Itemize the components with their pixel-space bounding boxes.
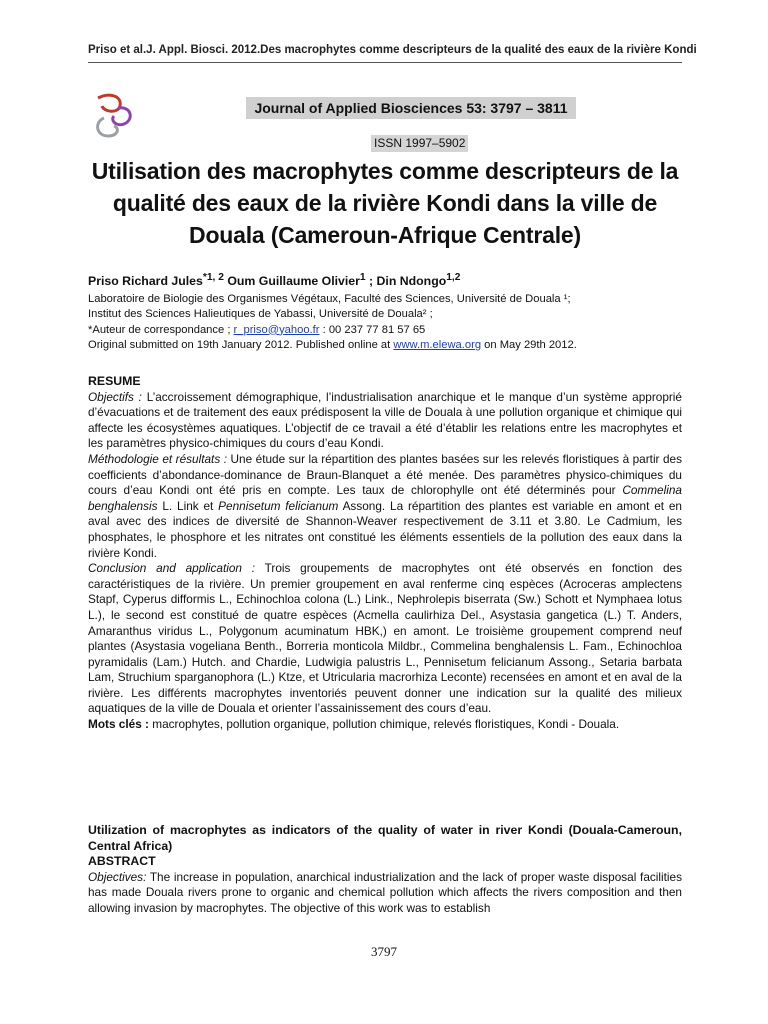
author-list xyxy=(88,270,688,290)
correspondence-label: *Auteur de correspondance ; xyxy=(88,323,234,336)
submission-dates: Original submitted on 19th January 2012. Published online at xyxy=(88,339,394,352)
species-name: Commelina benghalensis xyxy=(88,483,682,513)
resume-objectifs xyxy=(88,390,682,452)
affiliation-1: Laboratoire de Biologie des Organismes Végétaux, Faculté des Sciences, Université de Douala ¹; xyxy=(88,292,571,305)
methodologie-label: Méthodologie et résultats : xyxy=(88,451,228,466)
journal-logo-icon xyxy=(88,90,140,142)
english-abstract-section xyxy=(88,823,682,917)
objectifs-label: Objectifs : xyxy=(88,389,142,404)
author-2: Oum Guillaume Olivier xyxy=(223,274,360,289)
page-number: 3797 xyxy=(371,944,397,959)
resume-methodologie xyxy=(88,452,682,561)
header-authors: Priso et al. xyxy=(88,44,147,56)
resume-conclusion xyxy=(88,561,682,717)
website-link[interactable]: www.m.elewa.org xyxy=(393,339,482,352)
keywords-text: macrophytes, pollution organique, pollution chimique, relevés floristiques, Kondi - Douala. xyxy=(148,717,620,732)
correspondence-phone: : 00 237 77 81 57 65 xyxy=(319,323,426,336)
resume-heading: RESUME xyxy=(88,374,141,388)
author-2-affiliation: 1 xyxy=(359,272,366,283)
journal-citation: Journal of Applied Biosciences 53: 3797 – 3811 xyxy=(246,97,576,119)
resume-keywords xyxy=(88,717,682,733)
objectives-label: Objectives: xyxy=(88,869,147,884)
abstract-heading: ABSTRACT xyxy=(88,854,156,869)
objectives-text: The increase in population, anarchical industrialization and the lack of proper waste disposal facilities has made Douala rivers prone to organic and chemical pollution which affects the rivers composition and then allowing invasion by macrophytes. The objective of this work was to establish xyxy=(88,869,682,915)
paper-title: Utilisation des macrophytes comme descripteurs de la qualité des eaux de la rivière Kondi dans la ville de Douala (Cameroun-Afrique Centrale) xyxy=(91,158,679,248)
email-link[interactable]: r_priso@yahoo.fr xyxy=(233,323,320,336)
running-header xyxy=(88,44,697,56)
author-3-affiliation: 1,2 xyxy=(446,272,461,283)
author-1: Priso Richard Jules xyxy=(88,274,203,289)
author-1-affiliation: *1, 2 xyxy=(202,272,224,283)
author-block xyxy=(88,270,688,354)
methodologie-text: L. Link et xyxy=(157,498,219,513)
methodologie-text: Assong. La répartition des plantes est variable en amont et en aval avec des indices de diversité de Shannon-Weaver respectivement de 3.11 et 3.80. Le Cadmium, les phosphates, le phosphore et les nitrates ont constitué les éléments essentiels de la pollution des eaux dans la rivière Kondi. xyxy=(88,498,682,560)
affiliation-2: Institut des Sciences Halieutiques de Yabassi, Université de Douala² ; xyxy=(88,308,433,321)
keywords-label: Mots clés : xyxy=(88,717,149,732)
objectifs-text: L’accroissement démographique, l’industrialisation anarchique et le manque d’un système approprié d’évacuations et de traitement des eaux prédisposent la ville de Douala à une pollution organique et chimique qui affecte les écosystèmes aquatiques. L’objectif de ce travail a été d’établir les relations entre les macrophytes et les paramètres physico-chimiques du cours d’eau Kondi. xyxy=(88,389,682,451)
publication-date: on May 29th 2012. xyxy=(481,339,577,352)
conclusion-text: Trois groupements de macrophytes ont été observés en fonction des caractéristiques de la rivière. Un premier groupement en aval renferme cinq espèces (Acroceras amplectens Stapf, Cyperus difformis L., Echinochloa colona (L.) Link., Nephrolepis biserrata (Sw.) Schott et Nymphaea lotus L.), le second est constitué de quatre espèces (Acmella caulirhiza Del., Asystasia gangetica (L.) T. Anders, Amaranthus viridus L., Polygonum acuminatum HBK,) en amont. Le troisième groupement comprend neuf plantes (Asystasia vogeliana Benth., Borreria monticola Mildbr., Commelina benghalensis L. Fam., Echinochloa pyramidalis (Lam.) Hutch. and Chardie, Ludwigia palustris L., Pennisetum felicianum Assong., Setaria barbata Lam, Struchium sparganophora (L.) Ktze, et Utricularia macrorhiza Leconte) recensées en amont et en aval de la rivière. Les différents macrophytes inventoriés peuvent donner une indication sur la qualité des milieux aquatiques de la ville de Douala et orienter l’assainissement des cours d’eau. xyxy=(88,561,683,716)
english-title: Utilization of macrophytes as indicators of the quality of water in river Kondi (Douala-Cameroun, Central Africa) xyxy=(88,823,682,853)
conclusion-label: Conclusion and application : xyxy=(88,561,256,576)
header-journal: J. Appl. Biosci. 2012. xyxy=(146,44,261,56)
methodologie-text: Une étude sur la répartition des plantes basées sur les relevés floristiques à partir des coefficients d’abondance-dominance de Braun-Blanquet a été menée. Des paramètres physico-chimiques du cours d’eau Kondi ont été pris en compte. Les taux de chlorophylle ont été déterminés pour xyxy=(88,451,683,498)
abstract-objectives xyxy=(88,870,682,917)
correspondence xyxy=(88,323,688,339)
issn: ISSN 1997–5902 xyxy=(371,135,468,152)
resume-section xyxy=(88,374,682,733)
species-name: Pennisetum felicianum xyxy=(218,498,339,513)
header-running-title: Des macrophytes comme descripteurs de la qualité des eaux de la rivière Kondi xyxy=(260,44,697,56)
submission-info xyxy=(88,338,688,354)
header-divider xyxy=(88,62,682,63)
author-3: ; Din Ndongo xyxy=(365,274,447,289)
